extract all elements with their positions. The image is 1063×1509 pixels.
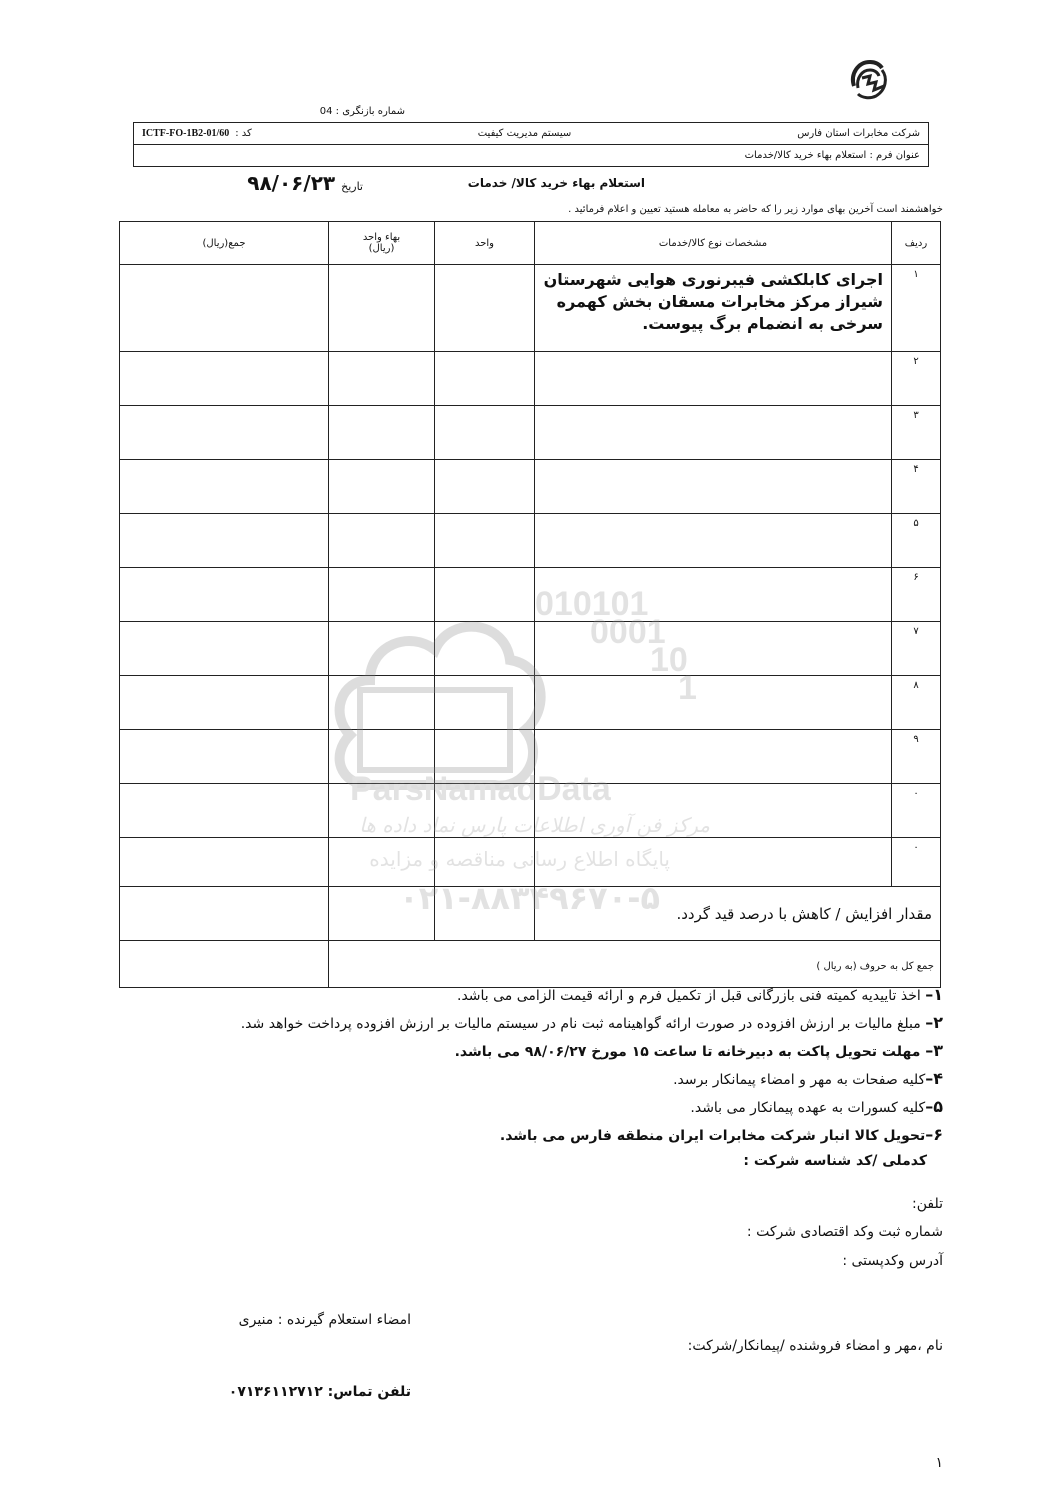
header-unit-price <box>329 222 435 265</box>
total-cell[interactable] <box>120 568 329 622</box>
watermark-digits1: 010101 <box>535 585 649 623</box>
table-row <box>120 265 941 352</box>
unit-price-cell[interactable] <box>329 460 435 514</box>
row-number: ۲ <box>892 352 941 406</box>
condition-item <box>241 1013 943 1032</box>
total-cell[interactable] <box>120 887 329 941</box>
condition-text: مبلغ مالیات بر ارزش افزوده در صورت ارائه گواهینامه ثبت نام در سیستم مالیات بر ارزش افزوده پرداخت خواهد شد. <box>240 1016 921 1032</box>
table-header-row <box>120 222 941 265</box>
date-label: تاریخ <box>341 180 363 193</box>
header-total: جمع(ریال) <box>120 222 329 265</box>
unit-cell[interactable] <box>435 406 535 460</box>
condition-number: ۴– <box>925 1069 943 1088</box>
table-row <box>120 352 941 406</box>
condition-number: ۶– <box>925 1125 943 1144</box>
contact-phone: تلفن تماس: ۰۷۱۳۶۱۱۲۷۱۲ <box>228 1384 411 1400</box>
condition-item <box>457 985 943 1004</box>
intro-text: خواهشمند است آخرین بهای موارد زیر را که حاضر به معامله هستید تعیین و اعلام فرمائید . <box>568 204 943 215</box>
watermark-digits4: 1 <box>678 669 697 707</box>
document-title: استعلام بهاء خرید کالا/ خدمات <box>467 176 645 190</box>
form-header-row1 <box>133 122 929 145</box>
registration-code-field[interactable]: شماره ثبت وکد اقتصادی شرکت : <box>746 1224 943 1240</box>
form-header-row2 <box>133 144 929 167</box>
code-label: کد : <box>235 128 252 139</box>
condition-item <box>673 1069 943 1088</box>
header-desc: مشخصات نوع کالا/خدمات <box>535 222 892 265</box>
unit-cell[interactable] <box>435 352 535 406</box>
total-cell[interactable] <box>120 784 329 838</box>
row-desc-cell[interactable] <box>535 265 892 352</box>
condition-item <box>500 1125 943 1144</box>
form-code: ICTF-FO-1B2-01/60 <box>142 128 230 139</box>
increase-decrease-note: مقدار افزایش / کاهش با درصد قید گردد. <box>676 904 932 923</box>
total-cell[interactable] <box>120 460 329 514</box>
date-block <box>247 171 363 195</box>
watermark-digits2: 0001 <box>590 613 666 651</box>
page-number: ۱ <box>935 1455 943 1471</box>
inquirer-signature: امضاء استعلام گیرنده : منیری <box>238 1312 411 1328</box>
unit-cell[interactable] <box>435 460 535 514</box>
row-number: ۶ <box>892 568 941 622</box>
row-number: ۷ <box>892 622 941 676</box>
watermark <box>330 585 720 925</box>
table-row <box>120 406 941 460</box>
sum-row <box>120 941 941 988</box>
condition-number: ۲– <box>925 1013 943 1032</box>
form-title: عنوان فرم : استعلام بهاء خرید کالا/خدمات <box>744 150 920 161</box>
total-cell[interactable] <box>120 352 329 406</box>
row-number: ۳ <box>892 406 941 460</box>
condition-text: مهلت تحویل پاکت به دبیرخانه تا ساعت ۱۵ مورخ ۹۸/۰۶/۲۷ می باشد. <box>454 1044 921 1060</box>
watermark-line1: مرکز فن آوری اطلاعات پارس نماد داده ها <box>359 813 710 837</box>
company-logo-icon <box>846 56 892 102</box>
total-cell[interactable] <box>120 838 329 887</box>
seller-signature-field[interactable]: نام ،مهر و امضاء فروشنده /پیمانکار/شرکت: <box>687 1338 943 1354</box>
watermark-digits3: 10 <box>650 641 688 679</box>
row-desc-cell[interactable] <box>535 514 892 568</box>
total-cell[interactable] <box>120 676 329 730</box>
sum-words-cell[interactable] <box>329 941 941 988</box>
header-unit-price-sub: (ریال) <box>368 243 395 254</box>
sum-total-cell[interactable] <box>120 941 329 988</box>
watermark-line2: پایگاه اطلاع رسانی مناقصه و مزایده <box>369 847 670 871</box>
row-desc-cell[interactable] <box>535 460 892 514</box>
condition-item <box>455 1041 943 1060</box>
condition-text: کلیه کسورات به عهده پیمانکار می باشد. <box>690 1100 926 1116</box>
header-row-num: ردیف <box>892 222 941 265</box>
table-row <box>120 514 941 568</box>
header-unit-price-label: بهاء واحد <box>362 232 401 243</box>
phone-field[interactable]: تلفن: <box>912 1196 943 1212</box>
row-number: ۰ <box>892 838 941 887</box>
row-number: ۸ <box>892 676 941 730</box>
row-number: ۰ <box>892 784 941 838</box>
row-number: ۱ <box>892 265 941 352</box>
condition-text: کلیه صفحات به مهر و امضاء پیمانکار برسد. <box>673 1072 926 1088</box>
watermark-brand: ParsNamadData <box>350 770 611 808</box>
header-unit: واحد <box>435 222 535 265</box>
row-number: ۴ <box>892 460 941 514</box>
row-number: ۹ <box>892 730 941 784</box>
condition-text: اخذ تاییدیه کمیته فنی بازرگانی قبل از تکمیل فرم و ارائه قیمت الزامی می باشد. <box>457 988 921 1004</box>
condition-number: ۱– <box>925 985 943 1004</box>
condition-text: تحویل کالا انبار شرکت مخابرات ایران منطقه فارس می باشد. <box>499 1128 926 1144</box>
revision-number: شماره بازنگری : 04 <box>319 106 405 117</box>
unit-cell[interactable] <box>435 514 535 568</box>
total-cell[interactable] <box>120 730 329 784</box>
date-value: ۹۸/۰۶/۲۳ <box>247 171 336 195</box>
address-field[interactable]: آدرس وکدپستی : <box>842 1253 943 1269</box>
condition-item <box>690 1097 943 1116</box>
table-row <box>120 460 941 514</box>
total-cell[interactable] <box>120 514 329 568</box>
company-name: شرکت مخابرات استان فارس <box>797 128 920 139</box>
condition-number: ۵– <box>925 1097 943 1116</box>
watermark-phone: ۰۲۱-۸۸۳۴۹۶۷۰-۵ <box>399 879 660 917</box>
unit-price-cell[interactable] <box>329 514 435 568</box>
total-cell[interactable] <box>120 622 329 676</box>
total-cell[interactable] <box>120 406 329 460</box>
row-desc: اجرای کابلکشی فیبرنوری هوایی شهرستان شیراز مرکز مخابرات مسقان بخش کهمره سرخی به انضمام برگ پیوست. <box>543 270 883 333</box>
total-cell[interactable] <box>120 265 329 352</box>
quality-system: سیستم مدیریت کیفیت <box>477 128 572 139</box>
row-desc-cell[interactable] <box>535 352 892 406</box>
condition-number: ۳– <box>925 1041 943 1060</box>
row-desc-cell[interactable] <box>535 406 892 460</box>
unit-price-cell[interactable] <box>329 265 435 352</box>
unit-price-cell[interactable] <box>329 352 435 406</box>
unit-cell[interactable] <box>435 265 535 352</box>
sum-words-label: جمع کل به حروف (به ریال ) <box>816 961 934 972</box>
unit-price-cell[interactable] <box>329 406 435 460</box>
national-id-field[interactable]: کدملی /کد شناسه شرکت : <box>743 1153 927 1169</box>
row-number: ۵ <box>892 514 941 568</box>
